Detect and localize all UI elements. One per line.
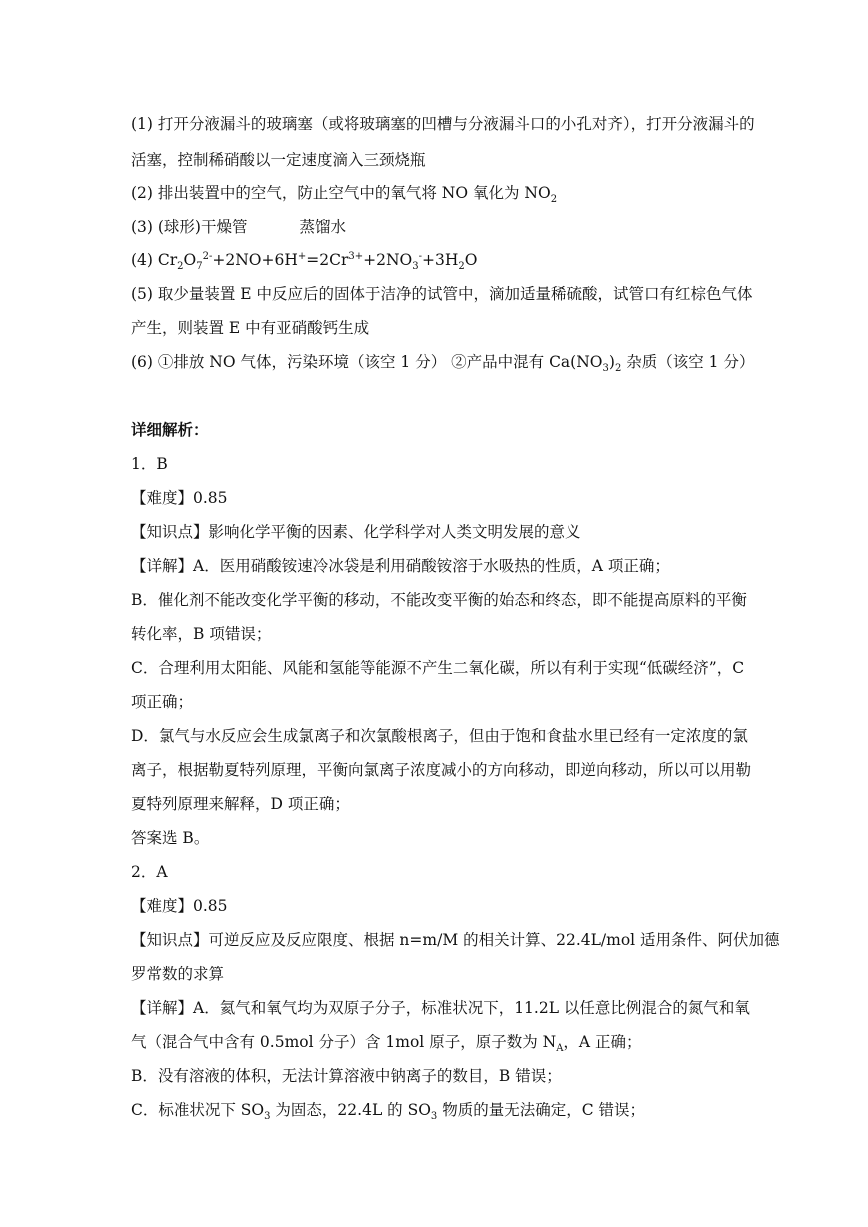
q2-detail-line-3: B．没有溶液的体积，无法计算溶液中钠离子的数目，B 错误； bbox=[131, 1067, 562, 1085]
q1-detail-line: 【详解】A．医用硝酸铵速冷冰袋是利用硝酸铵溶于水吸热的性质，A 项正确； bbox=[131, 557, 670, 575]
answer-5-line-1: (5) 取少量装置 E 中反应后的固体于洁净的试管中，滴加适量稀硫酸，试管口有红棕色气体 bbox=[131, 285, 753, 303]
q2-detail-line-1: 【详解】A．氦气和氧气均为双原子分子，标准状况下，11.2L 以任意比例混合的氮气和氧 bbox=[131, 999, 750, 1017]
q1-detail-line: C．合理利用太阳能、风能和氢能等能源不产生二氧化碳，所以有利于实现“低碳经济”，C bbox=[131, 659, 745, 677]
answer-4-equation: (4) $Cr_2O_7^{2-}+2NO+6H^+=2Cr^{3+}+2NO_3^-+3H_2O$ bbox=[131, 250, 478, 273]
q1-detail-line: D．氯气与水反应会生成氯离子和次氯酸根离子，但由于饱和食盐水里已经有一定浓度的氯 bbox=[131, 727, 748, 745]
q2-difficulty: 【难度】0.85 bbox=[131, 897, 228, 915]
answer-6: (6) ①排放 NO 气体，污染环境（该空 1 分） ②产品中混有 $Ca(NO_3)_2$ 杂质（该空 1 分） bbox=[131, 353, 755, 375]
q2-knowledge-line-1: 【知识点】可逆反应及反应限度、根据 n=m/M 的相关计算、22.4L/mol 适用条件、阿伏加德 bbox=[131, 931, 780, 949]
q2-detail-line-4: C．标准状况下 $SO_3$ 为固态，22.4L 的 $SO_3$ 物质的量无法确定，C 错误； bbox=[131, 1101, 646, 1123]
q1-detail-line: 转化率，B 项错误； bbox=[131, 625, 272, 643]
answer-3: (3) (球形)干燥管 蒸馏水 bbox=[131, 218, 346, 236]
q1-number: 1．B bbox=[131, 455, 168, 473]
q2-detail-line-2: 气（混合气中含有 0.5mol 分子）含 1mol 原子，原子数为 $N_A$，A 正确； bbox=[131, 1033, 642, 1055]
analysis-heading: 详细解析： bbox=[131, 420, 209, 439]
q1-difficulty: 【难度】0.85 bbox=[131, 489, 228, 507]
q1-detail-line: B．催化剂不能改变化学平衡的移动，不能改变平衡的始态和终态，即不能提高原料的平衡 bbox=[131, 591, 747, 609]
q1-answer: 答案选 B。 bbox=[131, 829, 210, 847]
answer-1-line-2: 活塞，控制稀硝酸以一定速度滴入三颈烧瓶 bbox=[131, 151, 426, 169]
q1-detail-line: 项正确； bbox=[131, 693, 194, 711]
q1-knowledge: 【知识点】影响化学平衡的因素、化学科学对人类文明发展的意义 bbox=[131, 523, 581, 541]
q1-detail-line: 夏特列原理来解释，D 项正确； bbox=[131, 795, 350, 813]
answer-2: (2) 排出装置中的空气，防止空气中的氧气将 NO 氧化为 $NO_2$ bbox=[131, 184, 558, 206]
q2-number: 2．A bbox=[131, 863, 168, 881]
answer-5-line-2: 产生，则装置 E 中有亚硝酸钙生成 bbox=[131, 319, 370, 337]
q1-detail-line: 离子，根据勒夏特列原理，平衡向氯离子浓度减小的方向移动，即逆向移动，所以可以用勒 bbox=[131, 761, 752, 779]
q2-knowledge-line-2: 罗常数的求算 bbox=[131, 965, 225, 983]
answer-1-line-1: (1) 打开分液漏斗的玻璃塞（或将玻璃塞的凹槽与分液漏斗口的小孔对齐），打开分液漏斗的 bbox=[131, 115, 755, 133]
